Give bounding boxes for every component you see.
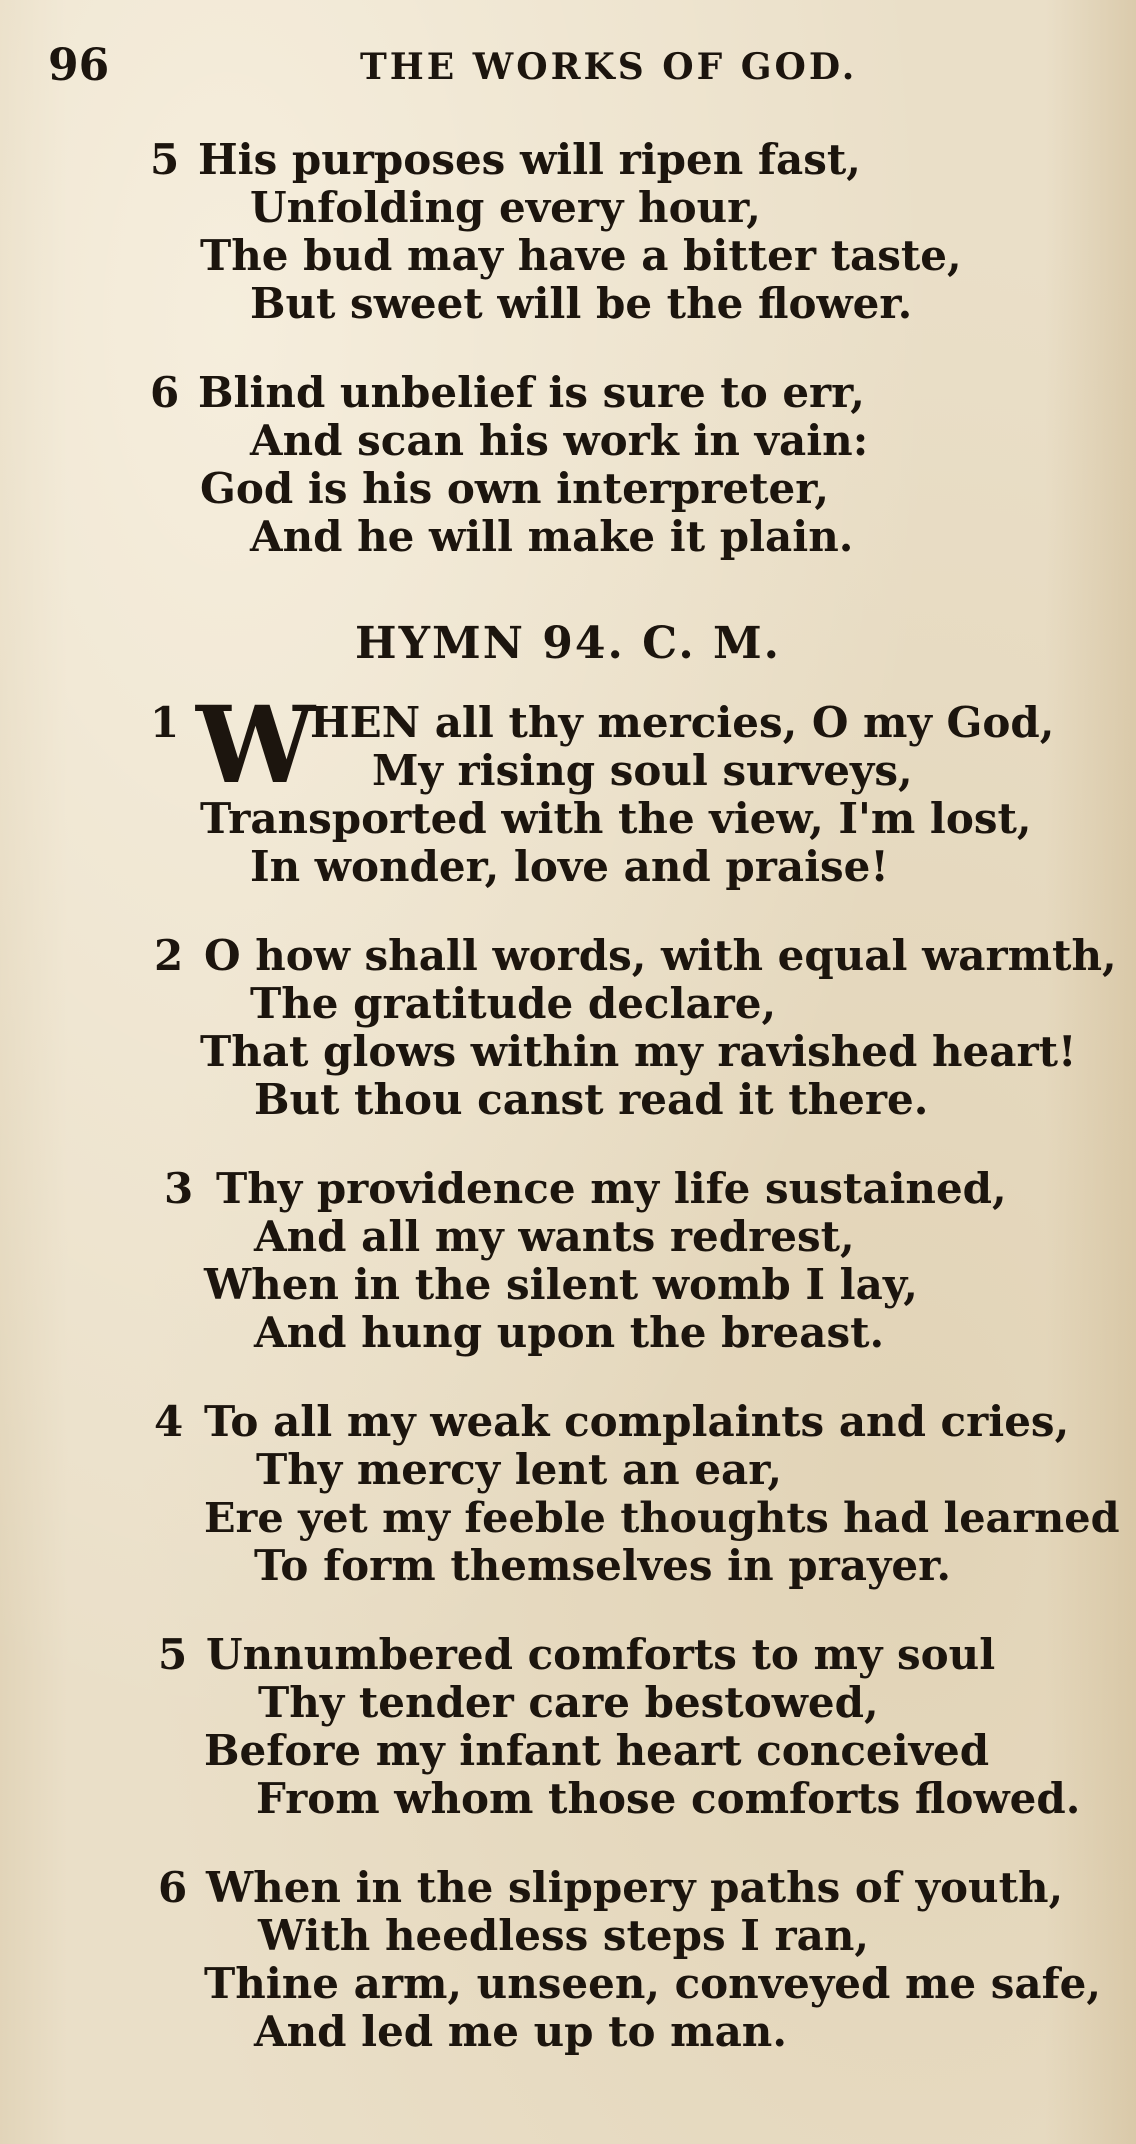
line-text: Unfolding every hour,	[250, 183, 761, 232]
stanza-line	[0, 1213, 1136, 1261]
stanza-line	[0, 1309, 1136, 1357]
stanza-line	[0, 280, 1136, 328]
stanza-line	[0, 843, 1136, 891]
line-text: Unnumbered comforts to my soul	[206, 1630, 996, 1679]
hymn-stanza-4	[0, 1398, 1136, 1590]
line-text: To all my weak complaints and cries,	[204, 1397, 1070, 1446]
hymn-stanza-3	[0, 1165, 1136, 1357]
hymn-stanza-1	[0, 682, 1136, 891]
line-text: With heedless steps I ran,	[258, 1911, 870, 1960]
stanza-line	[0, 513, 1136, 561]
stanza-line	[0, 795, 1136, 843]
stanza-line	[0, 1028, 1136, 1076]
line-text: HEN all thy mercies, O my God,	[310, 698, 1055, 747]
line-text: When in the slippery paths of youth,	[206, 1863, 1064, 1912]
line-text: In wonder, love and praise!	[250, 842, 889, 891]
line-text: O how shall words, with equal warmth,	[204, 931, 1117, 980]
line-text: God is his own interpreter,	[200, 464, 829, 513]
hymn-stanza-2	[0, 932, 1136, 1124]
hymn-stanza-5	[0, 1631, 1136, 1823]
stanza-line	[0, 1727, 1136, 1775]
stanza-line	[0, 1679, 1136, 1727]
stanza-number: 5	[150, 135, 180, 184]
stanza-line	[0, 747, 1136, 795]
line-text: But sweet will be the flower.	[250, 279, 913, 328]
line-text: Transported with the view, I'm lost,	[200, 794, 1032, 843]
line-text: The bud may have a bitter taste,	[200, 231, 962, 280]
stanza-number: 6	[150, 368, 180, 417]
line-text: The gratitude declare,	[250, 979, 777, 1028]
stanza-number: 1	[150, 698, 180, 747]
stanza-line	[0, 932, 1136, 980]
stanza-line	[0, 1864, 1136, 1912]
stanza-line	[0, 1076, 1136, 1124]
line-text: That glows within my ravished heart!	[200, 1027, 1077, 1076]
drop-cap: W	[196, 682, 316, 807]
line-text: To form themselves in prayer.	[254, 1541, 951, 1590]
stanza-line	[0, 1446, 1136, 1494]
line-text: And scan his work in vain:	[250, 416, 869, 465]
stanza-line	[0, 1542, 1136, 1590]
stanza-line	[0, 136, 1136, 184]
stanza-line	[0, 1261, 1136, 1309]
stanza-line	[0, 1912, 1136, 1960]
line-text: And hung upon the breast.	[254, 1308, 885, 1357]
line-text: Thine arm, unseen, conveyed me safe,	[204, 1959, 1102, 2008]
line-text: Thy mercy lent an ear,	[256, 1445, 782, 1494]
page-number: 96	[48, 40, 110, 91]
stanza-number: 2	[154, 931, 184, 980]
line-text: Blind unbelief is sure to err,	[198, 368, 865, 417]
stanza-line	[0, 1960, 1136, 2008]
line-text: But thou canst read it there.	[254, 1075, 929, 1124]
line-text: And all my wants redrest,	[254, 1212, 855, 1261]
stanza-line	[0, 417, 1136, 465]
running-title: THE WORKS OF GOD.	[360, 46, 858, 88]
stanza-line	[0, 1775, 1136, 1823]
line-text: Before my infant heart conceived	[204, 1726, 990, 1775]
stanza-line	[0, 1165, 1136, 1213]
line-text: Ere yet my feeble thoughts had learned	[204, 1493, 1120, 1542]
line-text: Thy providence my life sustained,	[216, 1164, 1007, 1213]
stanza-line	[0, 1494, 1136, 1542]
stanza-number: 5	[158, 1630, 188, 1679]
line-text: And he will make it plain.	[250, 512, 854, 561]
stanza-line	[0, 369, 1136, 417]
line-text: Thy tender care bestowed,	[258, 1678, 879, 1727]
running-head	[0, 40, 1136, 100]
line-text: My rising soul surveys,	[372, 746, 913, 795]
stanza-line	[0, 980, 1136, 1028]
stanza-line	[0, 1631, 1136, 1679]
prev-stanza-6	[0, 369, 1136, 561]
line-text: And led me up to man.	[254, 2007, 787, 2056]
line-text: From whom those comforts flowed.	[256, 1774, 1081, 1823]
line-text: His purposes will ripen fast,	[198, 135, 861, 184]
stanza-number: 6	[158, 1863, 188, 1912]
stanza-line	[0, 1398, 1136, 1446]
line-text: When in the silent womb I lay,	[204, 1260, 918, 1309]
hymn-stanza-6	[0, 1864, 1136, 2056]
prev-stanza-5	[0, 136, 1136, 328]
stanza-number: 4	[154, 1397, 184, 1446]
stanza-line	[0, 184, 1136, 232]
stanza-line	[0, 2008, 1136, 2056]
stanza-line	[0, 232, 1136, 280]
stanza-line	[0, 465, 1136, 513]
stanza-number: 3	[164, 1164, 194, 1213]
hymn-title: HYMN 94. C. M.	[355, 618, 781, 669]
